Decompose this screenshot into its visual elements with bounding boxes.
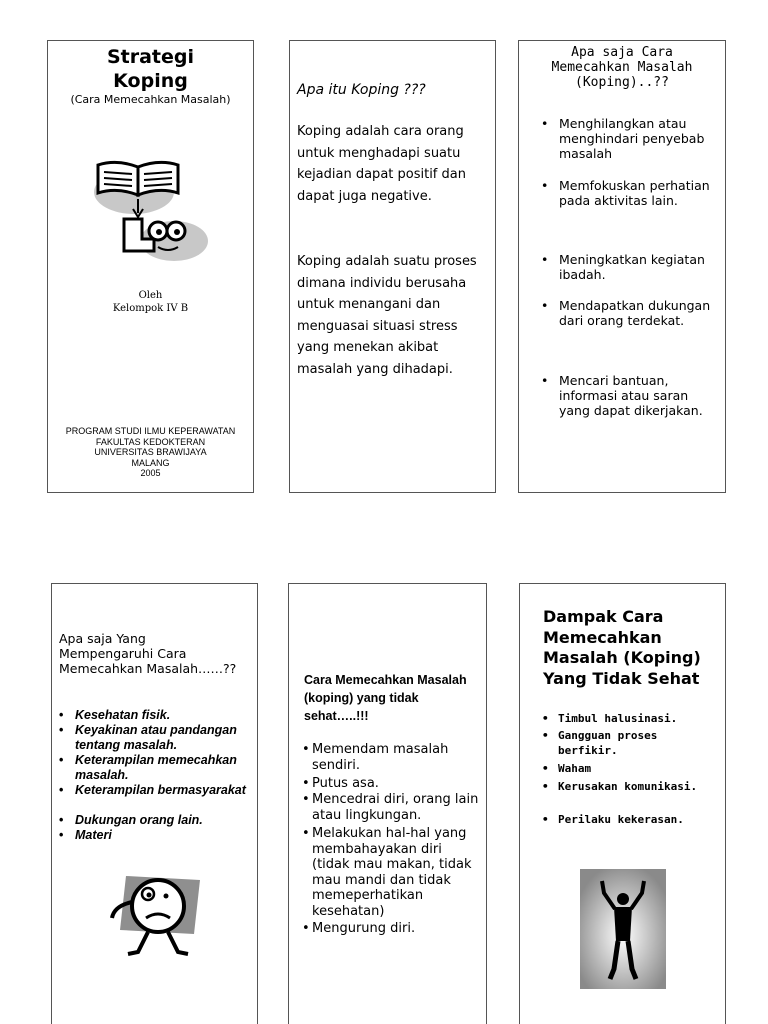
institution-line: MALANG [131, 457, 170, 468]
author-group: Kelompok IV B [112, 303, 189, 314]
list-item: • Keterampilan memecahkan masalah. [75, 753, 255, 783]
list-item: • Keyakinan atau pandangan tentang masalah. [75, 723, 255, 753]
book-reader-icon [92, 155, 212, 267]
list-item: • Timbul halusinasi. [558, 711, 718, 726]
list-item: • Memfokuskan perhatian pada aktivitas lain. [559, 178, 721, 208]
coping-methods-heading: Apa saja Cara [571, 45, 673, 60]
unhealthy-coping-panel [288, 583, 487, 1024]
sad-face-icon [108, 872, 204, 960]
definition-panel [289, 40, 496, 493]
list-item: • Menghilangkan atau menghindari penyebab masalah [559, 116, 721, 161]
influencing-factors-panel [51, 583, 258, 1024]
institution-line: PROGRAM STUDI ILMU KEPERAWATAN [65, 426, 236, 436]
list-item: • Meningkatkan kegiatan ibadah. [559, 252, 721, 282]
list-item: • Putus asa. [312, 776, 482, 792]
institution-line: FAKULTAS KEDOKTERAN [95, 436, 206, 447]
list-item: • Mencedrai diri, orang lain atau lingkungan. [312, 792, 482, 823]
coping-methods-panel [518, 40, 726, 493]
author-label: Oleh [138, 290, 163, 301]
list-item: • Materi [75, 828, 255, 843]
list-item: • Memendam masalah sendiri. [312, 742, 482, 773]
list-item: • Gangguan proses berfikir. [558, 728, 718, 758]
definition-paragraph-1: Koping adalah cara orang untuk menghadapi suatu kejadian dapat positif dan dapat juga negative. [297, 124, 466, 204]
unhealthy-coping-heading: Cara Memecahkan Masalah (koping) yang tidak sehat…..!!! [304, 673, 467, 723]
coping-methods-heading: Memecahkan Masalah [551, 60, 693, 75]
list-item: • Melakukan hal-hal yang membahayakan diri (tidak mau makan, tidak mau mandi dan tidak memeperhatikan kesehatan) [312, 826, 482, 919]
institution-line: UNIVERSITAS BRAWIJAYA [94, 447, 207, 457]
impact-heading: Dampak Cara Memecahkan Masalah (Koping) Yang Tidak Sehat [543, 607, 701, 688]
list-item: • Dukungan orang lain. [75, 813, 255, 828]
definition-paragraph-2: Koping adalah suatu proses dimana individu berusaha untuk menangani dan menguasai situasi stress yang menekan akibat masalah yang dihadapi. [297, 254, 477, 377]
list-item: • Mengurung diri. [312, 921, 482, 937]
institution-year: 2005 [140, 468, 161, 478]
cover-subtitle: (Cara Memecahkan Masalah) [70, 93, 231, 106]
list-item: • Keterampilan bermasyarakat [75, 783, 255, 798]
list-item: • Waham [558, 761, 718, 776]
list-item: • Mencari bantuan, informasi atau saran yang dapat dikerjakan. [559, 373, 721, 418]
list-item: • Kesehatan fisik. [75, 708, 255, 723]
list-item: • Kerusakan komunikasi. [558, 779, 718, 794]
cover-title-line2: Koping [113, 70, 188, 92]
cover-title-line1: Strategi [106, 46, 195, 68]
impact-panel [519, 583, 726, 1024]
definition-question: Apa itu Koping ??? [297, 82, 426, 98]
influencing-factors-heading: Apa saja Yang Mempengaruhi Cara Memecahkan Masalah……?? [59, 631, 237, 676]
silhouette-icon [580, 869, 666, 989]
list-item: • Perilaku kekerasan. [558, 812, 718, 827]
cover-panel [47, 40, 254, 493]
coping-methods-heading: (Koping)..?? [575, 75, 669, 90]
list-item: • Mendapatkan dukungan dari orang terdekat. [559, 298, 721, 328]
